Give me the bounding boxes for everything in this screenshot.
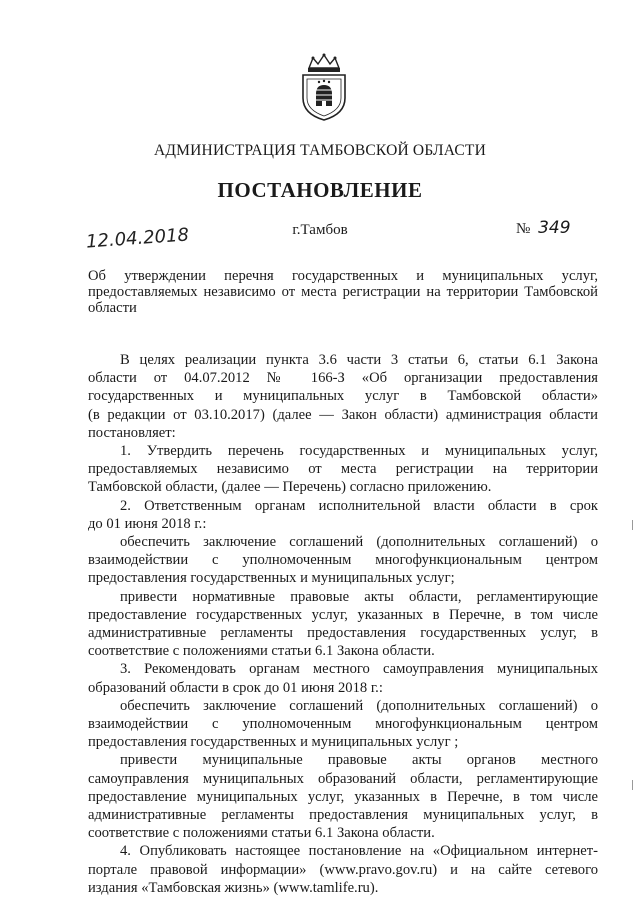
body-line: В целях реализации пункта 3.6 части 3 статьи 6, статьи 6.1 Закона [120,352,598,368]
body-line: обеспечить заключение соглашений (дополнительных соглашений) о [120,697,598,714]
body-line: предоставление муниципальных услуг, указанных в Перечне, в том числе [88,788,598,805]
document-number [516,218,571,238]
body-line: постановляет: [88,424,176,441]
coat-of-arms-emblem [297,52,351,122]
scan-mark [632,780,633,790]
body-line: Тамбовской области, (далее — Перечень) согласно приложению. [88,479,492,496]
body-line: портале правовой информации» (www.pravo.gov.ru) и на сайте сетевого [88,861,598,878]
body-line: административные регламенты предоставления муниципальных услуг, в [88,807,598,824]
scan-mark [632,520,633,530]
body-line: области от 04.07.2012 № 166-З «Об организации предоставления [88,370,598,387]
handwritten-date: 12.04.2018 [85,224,190,253]
body-line: предоставляемых независимо от места регистрации на территории [88,461,598,478]
body-line: 1. Утвердить перечень государственных и муниципальных услуг, [120,443,598,460]
body-line: предоставления государственных и муниципальных услуг ; [88,734,459,751]
organization-name: АДМИНИСТРАЦИЯ ТАМБОВСКОЙ ОБЛАСТИ [154,142,486,159]
document-body [88,351,598,897]
body-line: привести нормативные правовые акты области, регламентирующие [120,588,598,605]
handwritten-number: 349 [538,218,571,238]
body-line: до 01 июня 2018 г.: [88,515,207,532]
body-line: привести муниципальные правовые акты органов местного [120,752,598,769]
body-line: соответствие с положениями статьи 6.1 Закона области. [88,825,435,842]
body-line: административные регламенты предоставления государственных услуг, в [88,625,598,642]
document-subject: Об утверждении перечня государственных и муниципальных услуг, предоставляемых независимо от места регистрации на территории Тамбовской области [88,268,598,316]
body-line: самоуправления муниципальных образований области, регламентирующие [88,770,598,787]
body-line: предоставление государственных услуг, указанных в Перечне, в том числе [88,606,598,623]
city-name: г.Тамбов [292,222,348,238]
body-line: соответствие с положениями статьи 6.1 Закона области. [88,643,435,660]
body-line: 3. Рекомендовать органам местного самоуправления муниципальных [120,661,598,678]
body-line: государственных и муниципальных услуг в Тамбовской области» [88,388,598,405]
body-line: 2. Ответственным органам исполнительной власти области в срок [120,497,598,514]
body-line: взаимодействии с уполномоченным многофункциональным центром [88,716,598,733]
body-line: 4. Опубликовать настоящее постановление на «Официальном интернет- [120,843,598,860]
document-title: ПОСТАНОВЛЕНИЕ [217,178,423,202]
body-line: издания «Тамбовская жизнь» (www.tamlife.ru). [88,879,379,896]
body-line: (в редакции от 03.10.2017) (далее — Закон области) администрация области [88,406,598,423]
body-line: взаимодействии с уполномоченным многофункциональным центром [88,552,598,569]
body-line: обеспечить заключение соглашений (дополнительных соглашений) о [120,534,598,551]
body-line: предоставления государственных и муниципальных услуг; [88,570,455,587]
number-sign: № [516,221,531,237]
body-line: образований области в срок до 01 июня 2018 г.: [88,679,383,696]
